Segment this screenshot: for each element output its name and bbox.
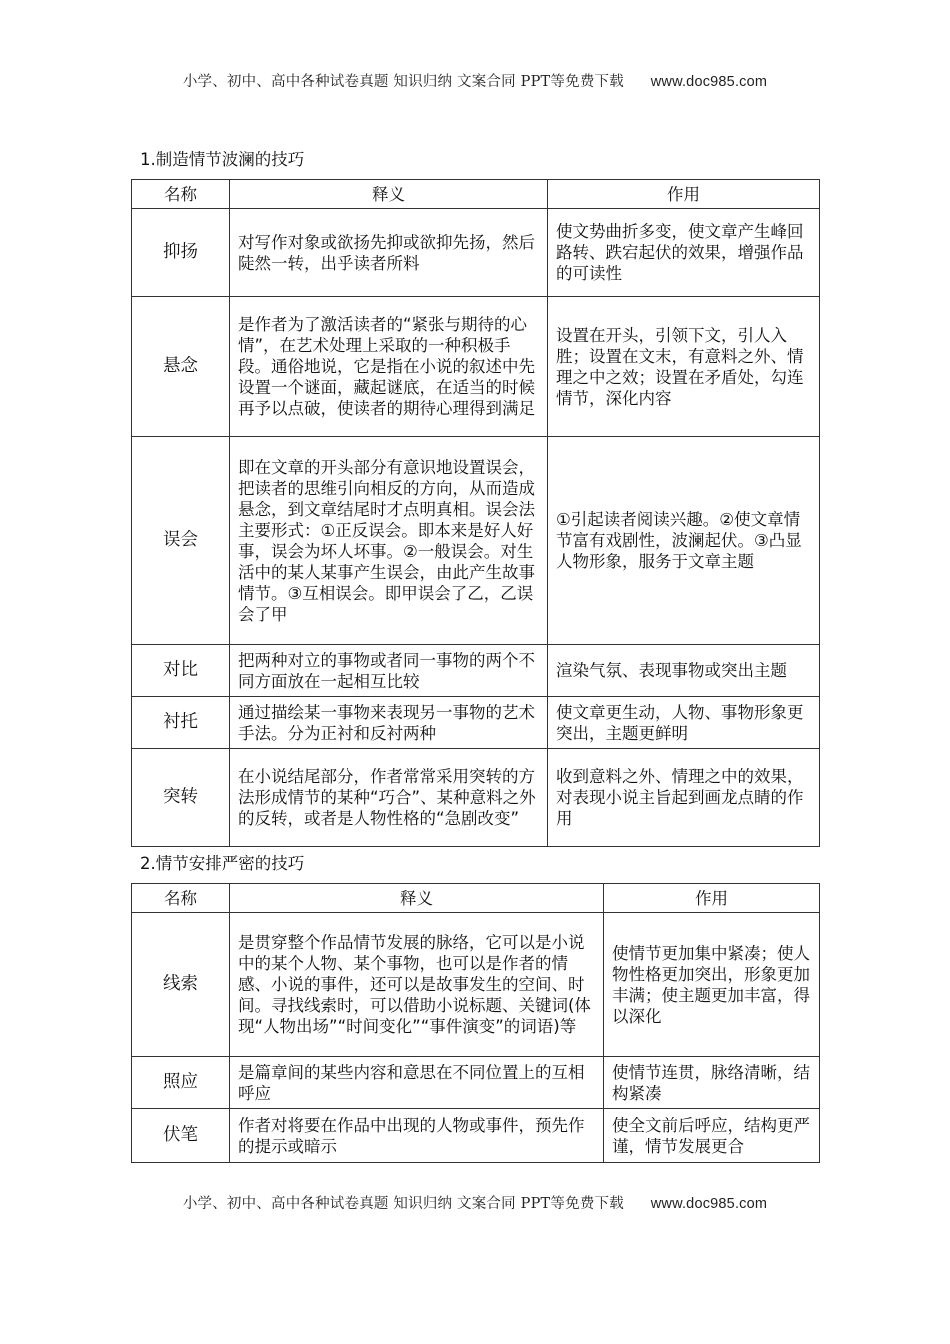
- row-effect: 使文势曲折多变，使文章产生峰回路转、跌宕起伏的效果，增强作品的可读性: [548, 209, 820, 297]
- table-row: [132, 1057, 820, 1109]
- table-row: [132, 297, 820, 437]
- table-row: [132, 913, 820, 1057]
- section-1-title: 1.制造情节波澜的技巧: [140, 150, 305, 169]
- header-effect: 作用: [604, 884, 820, 913]
- row-effect: 使全文前后呼应，结构更严谨，情节发展更合: [604, 1109, 820, 1163]
- row-effect: 设置在开头，引领下文，引人入胜；设置在文末，有意料之外、情理之中之效；设置在矛盾处，勾连情节，深化内容: [548, 297, 820, 437]
- header-name: 名称: [132, 180, 230, 209]
- row-effect: 使文章更生动，人物、事物形象更突出，主题更鲜明: [548, 697, 820, 749]
- row-name: 对比: [132, 645, 230, 697]
- row-effect: 收到意料之外、情理之中的效果，对表现小说主旨起到画龙点睛的作用: [548, 749, 820, 847]
- row-definition: 通过描绘某一事物来表现另一事物的艺术手法。分为正衬和反衬两种: [230, 697, 548, 749]
- row-effect: 使情节连贯，脉络清晰，结构紧凑: [604, 1057, 820, 1109]
- row-name: 伏笔: [132, 1109, 230, 1163]
- header-definition: 释义: [230, 884, 604, 913]
- table-row: [132, 645, 820, 697]
- row-effect: ①引起读者阅读兴趣。②使文章情节富有戏剧性，波澜起伏。③凸显人物形象，服务于文章主题: [548, 437, 820, 645]
- row-name: 抑扬: [132, 209, 230, 297]
- header-url[interactable]: www.doc985.com: [650, 74, 768, 90]
- page-footer: [0, 1192, 950, 1213]
- row-definition: 对写作对象或欲扬先抑或欲抑先扬，然后陡然一转，出乎读者所料: [230, 209, 548, 297]
- table-row: [132, 697, 820, 749]
- row-name: 悬念: [132, 297, 230, 437]
- row-definition: 是篇章间的某些内容和意思在不同位置上的互相呼应: [230, 1057, 604, 1109]
- row-definition: 作者对将要在作品中出现的人物或事件，预先作的提示或暗示: [230, 1109, 604, 1163]
- table-row: [132, 437, 820, 645]
- row-definition: 把两种对立的事物或者同一事物的两个不同方面放在一起相互比较: [230, 645, 548, 697]
- row-definition: 在小说结尾部分，作者常常采用突转的方法形成情节的某种“巧合”、某种意料之外的反转，或者是人物性格的“急剧改变”: [230, 749, 548, 847]
- table-row: [132, 749, 820, 847]
- footer-text: 小学、初中、高中各种试卷真题 知识归纳 文案合同 PPT等免费下载: [182, 1196, 624, 1212]
- table-header-row: [132, 884, 820, 913]
- header-effect: 作用: [548, 180, 820, 209]
- table-row: [132, 209, 820, 297]
- row-name: 衬托: [132, 697, 230, 749]
- row-name: 突转: [132, 749, 230, 847]
- header-text: 小学、初中、高中各种试卷真题 知识归纳 文案合同 PPT等免费下载: [182, 74, 624, 90]
- header-name: 名称: [132, 884, 230, 913]
- section-2-title: 2.情节安排严密的技巧: [140, 854, 305, 873]
- row-name: 误会: [132, 437, 230, 645]
- row-definition: 是贯穿整个作品情节发展的脉络，它可以是小说中的某个人物、某个事物，也可以是作者的情感、小说的事件，还可以是故事发生的空间、时间。寻找线索时，可以借助小说标题、关键词(体现“人物出场”“时间变化”“事件演变”的词语)等: [230, 913, 604, 1057]
- row-name: 线索: [132, 913, 230, 1057]
- row-definition: 是作者为了激活读者的“紧张与期待的心情”，在艺术处理上采取的一种积极手段。通俗地说，它是指在小说的叙述中先设置一个谜面，藏起谜底，在适当的时候再予以点破，使读者的期待心理得到满足: [230, 297, 548, 437]
- row-definition: 即在文章的开头部分有意识地设置误会，把读者的思维引向相反的方向，从而造成悬念，到文章结尾时才点明真相。误会法主要形式：①正反误会。即本来是好人好事，误会为坏人坏事。②一般误会。对生活中的某人某事产生误会，由此产生故事情节。③互相误会。即甲误会了乙，乙误会了甲: [230, 437, 548, 645]
- row-name: 照应: [132, 1057, 230, 1109]
- row-effect: 使情节更加集中紧凑；使人物性格更加突出，形象更加丰满；使主题更加丰富，得以深化: [604, 913, 820, 1057]
- plot-twist-techniques-table: [131, 179, 820, 847]
- table-row: [132, 1109, 820, 1163]
- header-definition: 释义: [230, 180, 548, 209]
- page-header: [0, 70, 950, 91]
- table-header-row: [132, 180, 820, 209]
- row-effect: 渲染气氛、表现事物或突出主题: [548, 645, 820, 697]
- footer-url[interactable]: www.doc985.com: [650, 1196, 768, 1212]
- tight-plot-techniques-table: [131, 883, 820, 1163]
